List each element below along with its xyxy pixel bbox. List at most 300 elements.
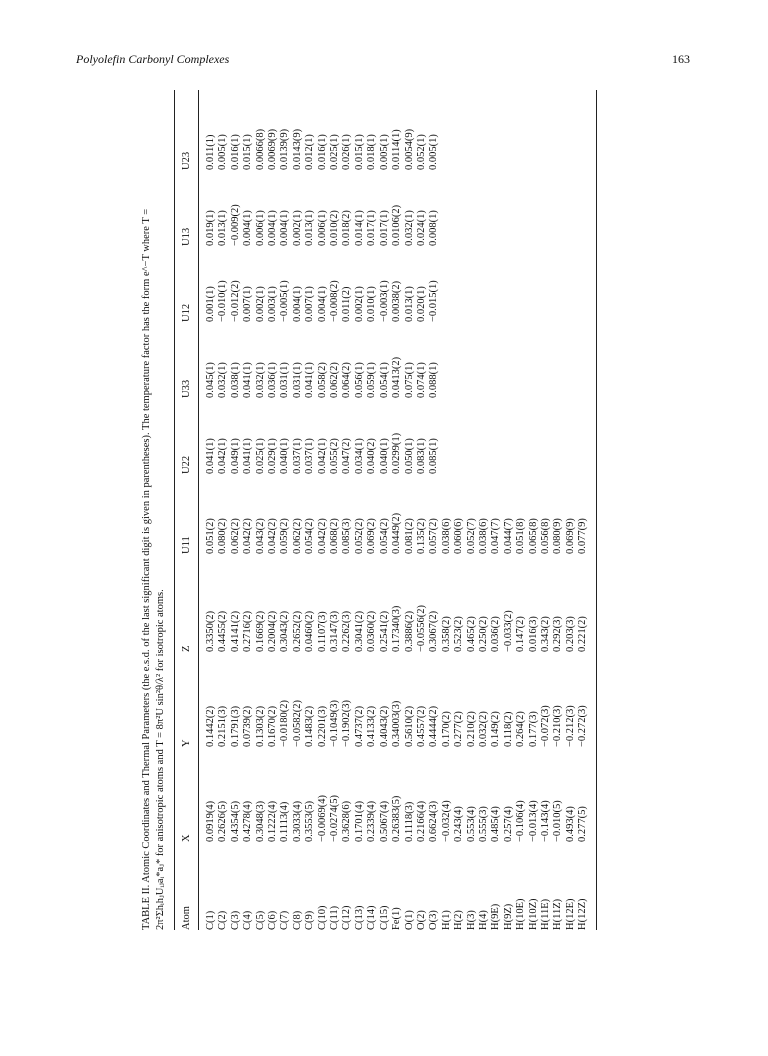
value-cell: 0.4133(2): [366, 705, 378, 747]
value-cell: [540, 398, 552, 474]
value-cell: 0.3553(5): [304, 800, 316, 842]
value-cell: 0.523(2): [453, 616, 465, 652]
value-cell: 0.005(1): [217, 134, 229, 170]
value-cell: 0.069(2): [366, 518, 378, 554]
value-cell: 0.013(1): [403, 286, 415, 322]
value-cell: 0.292(3): [552, 616, 564, 652]
value-cell: [490, 90, 502, 170]
value-cell: [503, 398, 515, 474]
value-cell: [577, 90, 596, 170]
value-cell: −0.0180(2): [279, 699, 291, 747]
value-cell: 0.047(7): [490, 518, 502, 554]
value-cell: 0.018(1): [366, 134, 378, 170]
value-cell: 0.080(2): [217, 518, 229, 554]
value-cell: −0.015(1): [428, 280, 440, 322]
value-cell: 0.052(1): [415, 134, 427, 170]
value-cell: 0.17340(3): [391, 605, 403, 652]
value-cell: 0.4354(5): [229, 800, 241, 842]
value-cell: 0.032(1): [403, 210, 415, 246]
value-cell: 0.243(4): [453, 806, 465, 842]
value-cell: [453, 246, 465, 322]
column-header: Z: [181, 645, 192, 652]
value-cell: [503, 90, 515, 170]
value-cell: 0.004(1): [267, 210, 279, 246]
value-cell: 0.4455(2): [217, 610, 229, 652]
value-cell: 0.0069(9): [267, 128, 279, 170]
value-cell: 0.069(9): [564, 518, 576, 554]
value-cell: 0.042(2): [242, 518, 254, 554]
value-cell: [515, 398, 527, 474]
value-cell: 0.042(1): [316, 438, 328, 474]
table-row: [552, 90, 564, 930]
table-row: [453, 90, 465, 930]
value-cell: −0.009(2): [229, 204, 241, 246]
atom-label-cell: H(12Z): [577, 898, 589, 930]
value-cell: 0.221(2): [577, 616, 589, 652]
value-cell: [528, 246, 540, 322]
value-cell: [577, 246, 596, 322]
value-cell: 0.018(2): [341, 210, 353, 246]
value-cell: 0.054(1): [378, 362, 390, 398]
value-cell: [540, 246, 552, 322]
value-cell: 0.013(1): [304, 210, 316, 246]
atom-label-cell: C(2): [217, 910, 229, 930]
table-row: [416, 90, 428, 930]
value-cell: 0.2004(2): [267, 610, 279, 652]
value-cell: [478, 398, 490, 474]
value-cell: 0.052(2): [353, 518, 365, 554]
value-cell: 0.080(9): [552, 518, 564, 554]
value-cell: −0.1902(3): [341, 699, 353, 747]
column-header: U13: [181, 227, 192, 246]
value-cell: [528, 90, 540, 170]
value-cell: 0.047(2): [341, 438, 353, 474]
atom-label-cell: C(8): [291, 910, 303, 930]
value-cell: 0.485(4): [490, 806, 502, 842]
value-cell: 0.6624(3): [428, 800, 440, 842]
atom-label-cell: C(6): [267, 910, 279, 930]
running-head: Polyolefin Carbonyl Complexes: [76, 52, 230, 66]
value-cell: 0.004(1): [242, 210, 254, 246]
value-cell: 0.4043(2): [378, 705, 390, 747]
value-cell: 0.041(1): [242, 438, 254, 474]
value-cell: −0.0274(5): [329, 794, 341, 842]
value-cell: 0.0413(2): [391, 356, 403, 398]
value-cell: [466, 398, 478, 474]
value-cell: [466, 90, 478, 170]
value-cell: 0.004(1): [279, 210, 291, 246]
value-cell: 0.054(2): [304, 518, 316, 554]
value-cell: [441, 170, 453, 246]
value-cell: 0.011(2): [341, 286, 353, 322]
table-row: [354, 90, 366, 930]
value-cell: 0.0066(8): [254, 128, 266, 170]
value-cell: 0.4278(4): [242, 800, 254, 842]
value-cell: 0.031(1): [279, 362, 291, 398]
value-cell: 0.006(1): [316, 210, 328, 246]
value-cell: 0.041(1): [205, 438, 216, 474]
table-row: [230, 90, 242, 930]
value-cell: 0.025(1): [254, 438, 266, 474]
value-cell: 0.040(1): [378, 438, 390, 474]
value-cell: 0.049(1): [229, 438, 241, 474]
value-cell: 0.013(1): [217, 210, 229, 246]
value-cell: 0.003(1): [267, 286, 279, 322]
value-cell: [453, 322, 465, 398]
value-cell: 0.034(1): [353, 438, 365, 474]
value-cell: [540, 170, 552, 246]
value-cell: [515, 246, 527, 322]
value-cell: 0.026(1): [341, 134, 353, 170]
value-cell: 0.077(9): [577, 518, 589, 554]
value-cell: 0.3043(2): [279, 610, 291, 652]
value-cell: 0.555(3): [477, 806, 489, 842]
value-cell: 0.553(4): [465, 806, 477, 842]
table-body: [199, 90, 597, 930]
atom-label-cell: C(13): [353, 905, 365, 930]
value-cell: 0.042(1): [217, 438, 229, 474]
value-cell: 0.3041(2): [353, 610, 365, 652]
value-cell: [552, 398, 564, 474]
value-cell: 0.019(1): [205, 210, 216, 246]
table-row: [279, 90, 291, 930]
value-cell: 0.041(1): [304, 362, 316, 398]
atom-label-cell: C(12): [341, 905, 353, 930]
value-cell: 0.064(2): [341, 362, 353, 398]
value-cell: [565, 246, 577, 322]
atom-label-cell: O(1): [403, 910, 415, 930]
value-cell: 0.075(1): [403, 362, 415, 398]
value-cell: 0.147(2): [515, 616, 527, 652]
atom-label-cell: H(4): [477, 910, 489, 930]
atom-label-cell: C(1): [205, 910, 216, 930]
value-cell: 0.068(2): [329, 518, 341, 554]
value-cell: 0.010(2): [329, 210, 341, 246]
table-row: [503, 90, 515, 930]
value-cell: 0.0139(9): [279, 128, 291, 170]
value-cell: 0.34003(3): [391, 700, 403, 747]
value-cell: 0.250(2): [477, 616, 489, 652]
value-cell: 0.1442(2): [205, 705, 216, 747]
value-cell: −0.0556(2): [415, 604, 427, 652]
value-cell: 0.005(1): [378, 134, 390, 170]
value-cell: 0.2541(2): [378, 610, 390, 652]
value-cell: 0.3628(6): [341, 800, 353, 842]
value-cell: 0.045(1): [205, 362, 216, 398]
value-cell: 0.015(1): [353, 134, 365, 170]
table-row: [540, 90, 552, 930]
value-cell: 0.1669(2): [254, 610, 266, 652]
value-cell: 0.007(1): [242, 286, 254, 322]
value-cell: [478, 246, 490, 322]
value-cell: 0.056(8): [539, 518, 551, 554]
value-cell: 0.014(1): [353, 210, 365, 246]
table-row: [391, 90, 403, 930]
value-cell: −0.210(3): [552, 705, 564, 747]
value-cell: 0.0143(9): [291, 128, 303, 170]
atom-label-cell: Fe(1): [391, 907, 403, 930]
value-cell: 0.040(1): [279, 438, 291, 474]
value-cell: 0.0054(9): [403, 128, 415, 170]
value-cell: 0.012(1): [304, 134, 316, 170]
value-cell: 0.0449(2): [391, 512, 403, 554]
value-cell: 0.085(1): [428, 438, 440, 474]
atom-label-cell: C(9): [304, 910, 316, 930]
column-header: Y: [181, 739, 192, 747]
value-cell: 0.1107(3): [316, 611, 328, 652]
value-cell: [478, 170, 490, 246]
table-row: [366, 90, 378, 930]
value-cell: 0.2151(3): [217, 705, 229, 747]
value-cell: 0.032(1): [254, 362, 266, 398]
value-cell: 0.5067(4): [378, 800, 390, 842]
value-cell: 0.264(2): [515, 711, 527, 747]
value-cell: 0.3067(2): [428, 610, 440, 652]
value-cell: [478, 90, 490, 170]
table-row: [255, 90, 267, 930]
atom-label-cell: O(3): [428, 910, 440, 930]
value-cell: 0.065(8): [527, 518, 539, 554]
value-cell: [466, 322, 478, 398]
value-cell: 0.1303(2): [254, 705, 266, 747]
value-cell: 0.177(3): [527, 711, 539, 747]
atom-label-cell: H(12E): [564, 898, 576, 930]
value-cell: [528, 322, 540, 398]
value-cell: 0.3147(3): [329, 610, 341, 652]
value-cell: 0.4737(2): [353, 705, 365, 747]
table-caption: [140, 90, 168, 930]
value-cell: [441, 398, 453, 474]
value-cell: [441, 90, 453, 170]
table-row: [577, 90, 596, 930]
table-row: [379, 90, 391, 930]
value-cell: 0.002(1): [353, 286, 365, 322]
atom-label-cell: H(3): [465, 910, 477, 930]
table-row: [515, 90, 527, 930]
value-cell: [490, 322, 502, 398]
value-cell: 0.029(1): [267, 438, 279, 474]
value-cell: 0.1701(4): [353, 800, 365, 842]
value-cell: 0.5610(2): [403, 705, 415, 747]
value-cell: [441, 322, 453, 398]
value-cell: −0.072(3): [539, 705, 551, 747]
value-cell: 0.074(1): [415, 362, 427, 398]
column-header: U23: [181, 151, 192, 170]
table-row: [199, 90, 218, 930]
column-header: U22: [181, 455, 192, 474]
value-cell: −0.008(2): [329, 280, 341, 322]
parameters-table: [175, 90, 597, 930]
value-cell: 0.042(2): [316, 518, 328, 554]
value-cell: 0.083(1): [415, 438, 427, 474]
value-cell: 0.005(1): [428, 134, 440, 170]
value-cell: 0.2716(2): [242, 610, 254, 652]
value-cell: 0.051(2): [205, 518, 216, 554]
value-cell: [466, 170, 478, 246]
value-cell: [490, 398, 502, 474]
atom-label-cell: O(2): [415, 910, 427, 930]
value-cell: [453, 170, 465, 246]
value-cell: 0.011(1): [205, 134, 216, 170]
atom-label-cell: H(1): [440, 910, 452, 930]
value-cell: 0.038(1): [229, 362, 241, 398]
value-cell: 0.4444(2): [428, 705, 440, 747]
value-cell: 0.0919(4): [205, 800, 216, 842]
value-cell: 0.1113(4): [279, 801, 291, 842]
value-cell: 0.4141(2): [229, 610, 241, 652]
value-cell: [552, 322, 564, 398]
value-cell: 0.016(3): [527, 616, 539, 652]
value-cell: 0.059(1): [366, 362, 378, 398]
value-cell: [515, 170, 527, 246]
value-cell: −0.0069(4): [316, 794, 328, 842]
atom-label-cell: C(10): [316, 905, 328, 930]
value-cell: [552, 90, 564, 170]
atom-label-cell: H(10Z): [527, 898, 539, 930]
value-cell: 0.002(1): [291, 210, 303, 246]
value-cell: −0.0582(2): [291, 699, 303, 747]
value-cell: 0.001(1): [205, 286, 216, 322]
value-cell: 0.037(1): [291, 438, 303, 474]
value-cell: 0.056(1): [353, 362, 365, 398]
value-cell: 0.004(1): [316, 286, 328, 322]
value-cell: 0.2339(4): [366, 800, 378, 842]
table-row: [528, 90, 540, 930]
value-cell: [490, 246, 502, 322]
value-cell: 0.118(2): [502, 711, 514, 747]
value-cell: 0.1791(3): [229, 705, 241, 747]
value-cell: 0.060(6): [453, 518, 465, 554]
value-cell: 0.032(1): [217, 362, 229, 398]
value-cell: 0.3886(2): [403, 610, 415, 652]
value-cell: 0.149(2): [490, 711, 502, 747]
table-row: [341, 90, 353, 930]
value-cell: [528, 398, 540, 474]
value-cell: [503, 170, 515, 246]
value-cell: [503, 322, 515, 398]
column-header: U12: [181, 303, 192, 322]
value-cell: 0.044(7): [502, 518, 514, 554]
value-cell: 0.3033(4): [291, 800, 303, 842]
value-cell: 0.343(2): [539, 616, 551, 652]
value-cell: −0.1049(3): [329, 699, 341, 747]
value-cell: 0.1483(2): [304, 705, 316, 747]
value-cell: 0.1222(4): [267, 800, 279, 842]
value-cell: 0.055(2): [329, 438, 341, 474]
atom-label-cell: C(11): [329, 905, 341, 930]
value-cell: 0.041(1): [242, 362, 254, 398]
value-cell: [577, 322, 596, 398]
value-cell: 0.0299(1): [391, 432, 403, 474]
table-row: [404, 90, 416, 930]
value-cell: 0.052(7): [465, 518, 477, 554]
value-cell: 0.081(2): [403, 518, 415, 554]
table-row: [428, 90, 440, 930]
column-header: U11: [181, 536, 192, 554]
table-header-row: [175, 90, 199, 930]
value-cell: 0.004(1): [291, 286, 303, 322]
value-cell: 0.008(1): [428, 210, 440, 246]
page-number: 163: [672, 52, 690, 66]
value-cell: [552, 246, 564, 322]
value-cell: [453, 90, 465, 170]
atom-label-cell: C(3): [229, 910, 241, 930]
value-cell: 0.170(2): [440, 711, 452, 747]
table-row: [317, 90, 329, 930]
value-cell: 0.057(2): [428, 518, 440, 554]
value-cell: 0.043(2): [254, 518, 266, 554]
table-row: [304, 90, 316, 930]
value-cell: 0.0360(2): [366, 610, 378, 652]
table-row: [267, 90, 279, 930]
value-cell: 0.031(1): [291, 362, 303, 398]
atom-label-cell: C(7): [279, 910, 291, 930]
value-cell: 0.038(6): [440, 518, 452, 554]
value-cell: [503, 246, 515, 322]
value-cell: [540, 90, 552, 170]
value-cell: 0.036(1): [267, 362, 279, 398]
value-cell: −0.010(5): [552, 800, 564, 842]
value-cell: [515, 90, 527, 170]
value-cell: 0.2262(3): [341, 610, 353, 652]
value-cell: 0.493(4): [564, 806, 576, 842]
value-cell: −0.012(2): [229, 280, 241, 322]
atom-label-cell: H(11E): [539, 898, 551, 930]
value-cell: 0.203(3): [564, 616, 576, 652]
value-cell: 0.040(2): [366, 438, 378, 474]
value-cell: 0.037(1): [304, 438, 316, 474]
value-cell: 0.257(4): [502, 806, 514, 842]
value-cell: 0.017(1): [378, 210, 390, 246]
value-cell: −0.013(4): [527, 800, 539, 842]
atom-label-cell: C(14): [366, 905, 378, 930]
value-cell: 0.135(2): [415, 518, 427, 554]
value-cell: [466, 246, 478, 322]
caption-line-1: TABLE II. Atomic Coordinates and Thermal Parameters (the e.s.d. of the last significant digit is given in parentheses). The temperature factor has the form e^−T where T =: [141, 208, 152, 930]
table-row: [441, 90, 453, 930]
table-row: [329, 90, 341, 930]
value-cell: [515, 322, 527, 398]
value-cell: [565, 90, 577, 170]
value-cell: 0.2652(2): [291, 610, 303, 652]
value-cell: [565, 322, 577, 398]
value-cell: [577, 170, 596, 246]
value-cell: [478, 322, 490, 398]
value-cell: 0.0739(2): [242, 705, 254, 747]
value-cell: −0.032(4): [440, 800, 452, 842]
value-cell: 0.277(5): [577, 806, 589, 842]
value-cell: 0.1118(3): [403, 801, 415, 842]
column-header: X: [181, 834, 192, 842]
value-cell: 0.062(2): [329, 362, 341, 398]
value-cell: 0.032(2): [477, 711, 489, 747]
value-cell: 0.017(1): [366, 210, 378, 246]
atom-label-cell: H(9E): [490, 903, 502, 930]
value-cell: 0.0106(2): [391, 204, 403, 246]
value-cell: [540, 322, 552, 398]
value-cell: 0.015(1): [242, 134, 254, 170]
table-row: [490, 90, 502, 930]
atom-label-cell: H(2): [453, 910, 465, 930]
value-cell: 0.010(1): [366, 286, 378, 322]
value-cell: 0.025(1): [329, 134, 341, 170]
value-cell: 0.210(2): [465, 711, 477, 747]
value-cell: 0.054(2): [378, 518, 390, 554]
table-row: [217, 90, 229, 930]
value-cell: 0.038(6): [477, 518, 489, 554]
value-cell: 0.016(1): [229, 134, 241, 170]
value-cell: 0.465(2): [465, 616, 477, 652]
